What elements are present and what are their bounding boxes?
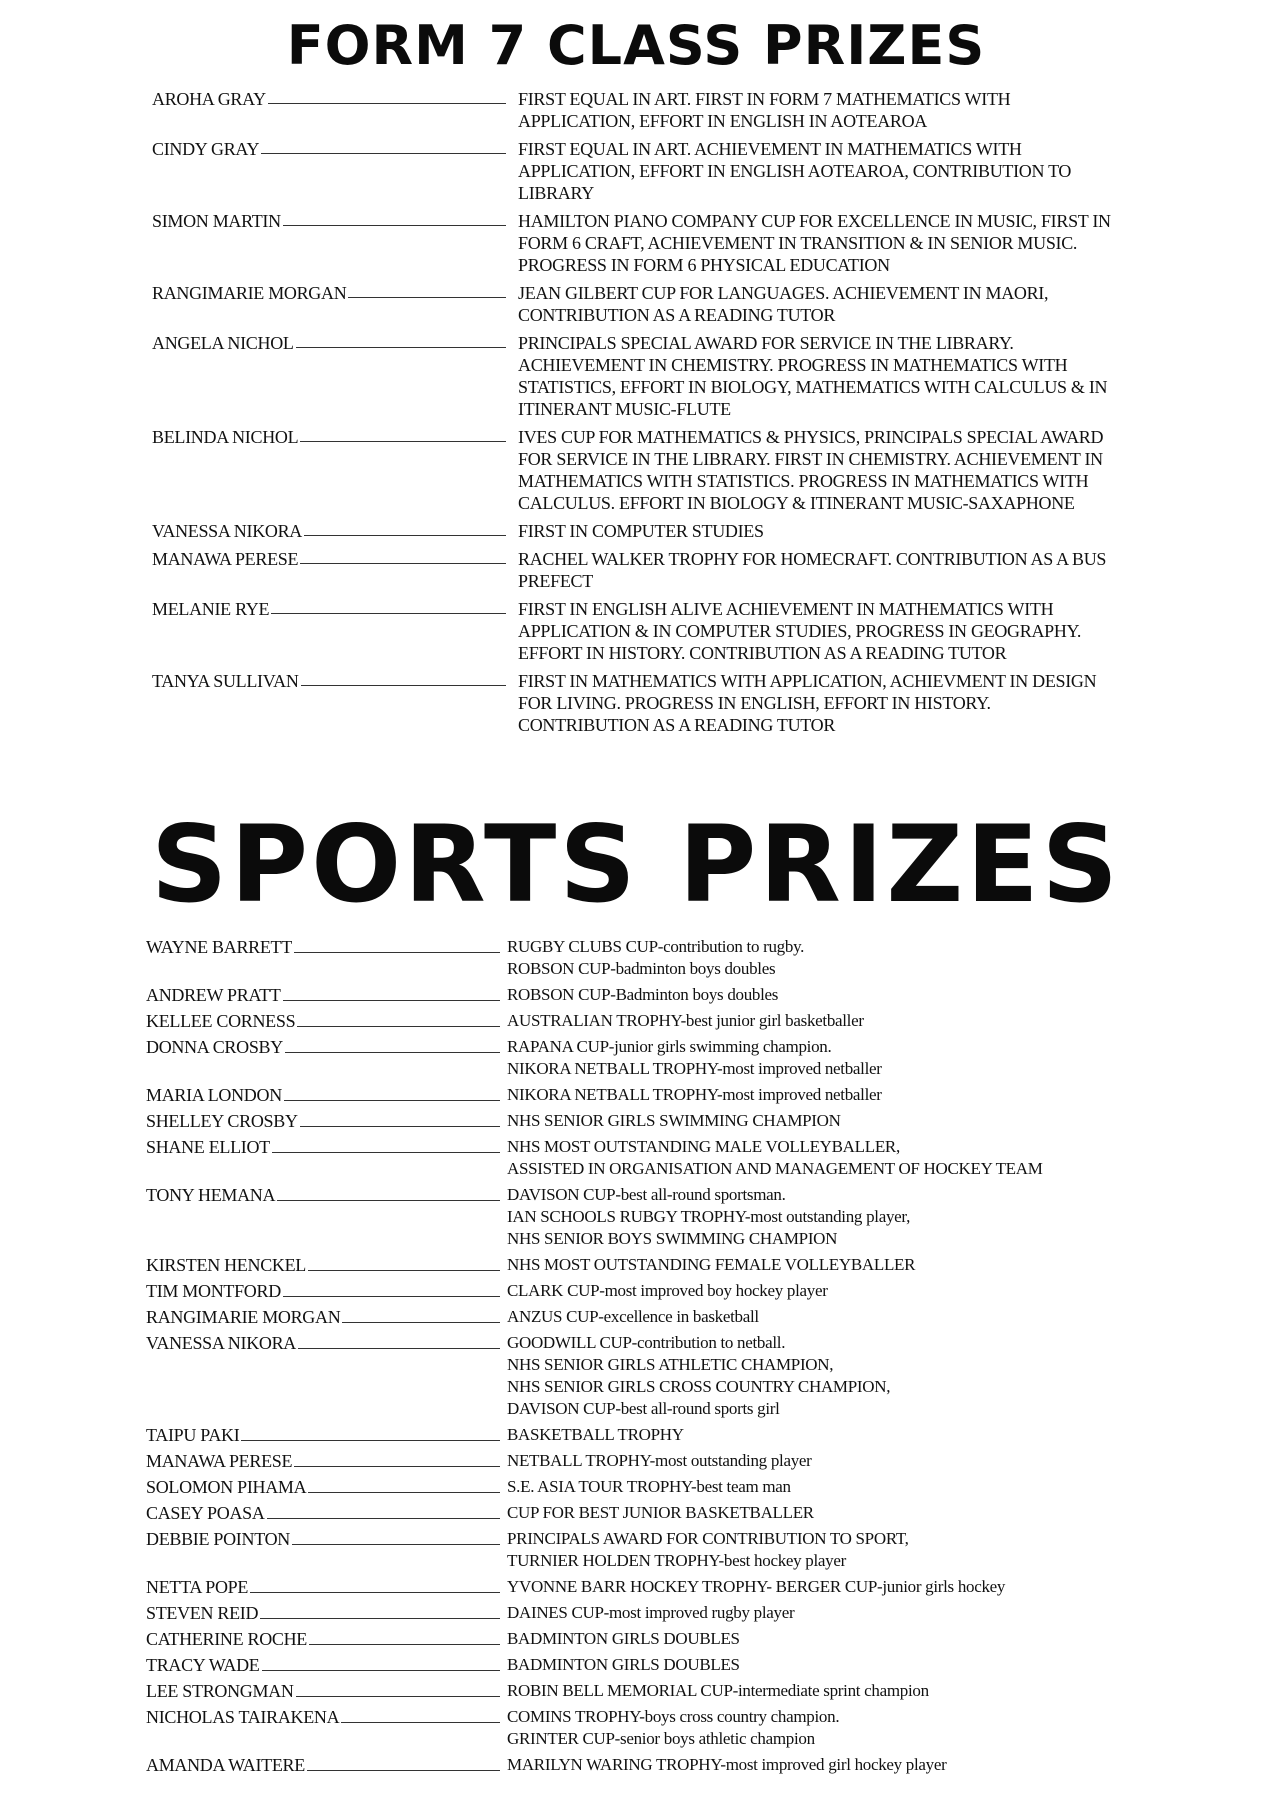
prize-description-line: BASKETBALL TROPHY [507,1425,684,1444]
prize-description-line: RACHEL WALKER TROPHY FOR HOMECRAFT. CONTRIBUTION AS A BUS [518,549,1107,569]
prize-description [507,1754,1186,1776]
recipient-column [146,1306,504,1328]
prize-entry [146,1628,1186,1650]
prize-description-line: CALCULUS. EFFORT IN BIOLOGY & ITINERANT MUSIC-SAXAPHONE [518,493,1075,513]
prize-description [507,1654,1186,1676]
recipient-column [152,426,510,448]
prize-description-line: AUSTRALIAN TROPHY-best junior girl basketballer [507,1011,864,1030]
prize-description-line: IVES CUP FOR MATHEMATICS & PHYSICS, PRINCIPALS SPECIAL AWARD [518,427,1104,447]
prize-description-line: NHS SENIOR BOYS SWIMMING CHAMPION [507,1229,838,1248]
recipient-column [146,1602,504,1624]
prize-description-line: MARILYN WARING TROPHY-most improved girl hockey player [507,1755,947,1774]
prize-description [518,282,1188,326]
prize-description [518,88,1188,132]
recipient-name: SOLOMON PIHAMA [146,1477,307,1497]
prize-description-line: NHS MOST OUTSTANDING MALE VOLLEYBALLER, [507,1137,900,1156]
recipient-name: TIM MONTFORD [146,1281,281,1301]
prize-entry [152,426,1192,514]
leader-line [283,225,506,226]
recipient-name: RANGIMARIE MORGAN [152,283,347,303]
prize-description-line: ROBSON CUP-badminton boys doubles [507,959,776,978]
prize-description-line: NHS SENIOR GIRLS SWIMMING CHAMPION [507,1111,841,1130]
recipient-column [146,1706,504,1728]
leader-line [307,1770,500,1771]
prize-entry [146,984,1186,1006]
recipient-column [146,1450,504,1472]
leader-line [301,685,506,686]
recipient-column [146,1036,504,1058]
recipient-name: TAIPU PAKI [146,1425,240,1445]
prize-description [518,210,1188,276]
recipient-name: DEBBIE POINTON [146,1529,290,1549]
recipient-column [146,1754,504,1776]
recipient-column [152,670,510,692]
prize-description-line: IAN SCHOOLS RUBGY TROPHY-most outstanding player, [507,1207,911,1226]
prize-description-line: PREFECT [518,571,593,591]
prize-entry [146,1476,1186,1498]
recipient-name: BELINDA NICHOL [152,427,299,447]
leader-line [300,563,506,564]
recipient-column [152,548,510,570]
prize-entry [152,520,1192,542]
prize-entry [152,88,1192,132]
prize-entry [146,1306,1186,1328]
recipient-name: SHELLEY CROSBY [146,1111,298,1131]
prize-description [518,548,1188,592]
recipient-column [152,282,510,304]
prize-description [507,1706,1186,1750]
recipient-name: SHANE ELLIOT [146,1137,270,1157]
prize-entry [146,1280,1186,1302]
leader-line [342,1322,500,1323]
prize-description [507,1680,1186,1702]
recipient-column [152,210,510,232]
prize-entry [146,936,1186,980]
prize-description-line: PRINCIPALS SPECIAL AWARD FOR SERVICE IN THE LIBRARY. [518,333,1014,353]
recipient-column [146,1084,504,1106]
prize-entry [146,1602,1186,1624]
recipient-name: DONNA CROSBY [146,1037,283,1057]
leader-line [271,613,506,614]
prize-description-line: NHS SENIOR GIRLS CROSS COUNTRY CHAMPION, [507,1377,891,1396]
prize-entry [152,210,1192,276]
leader-line [261,153,506,154]
prize-entry [146,1332,1186,1420]
prize-description-line: ITINERANT MUSIC-FLUTE [518,399,731,419]
sports-prize-list [146,936,1186,1780]
prize-entry [146,1450,1186,1472]
prize-entry [146,1136,1186,1180]
prize-description [507,1184,1186,1250]
prize-description-line: CONTRIBUTION AS A READING TUTOR [518,715,836,735]
recipient-column [146,1332,504,1354]
prize-description-line: HAMILTON PIANO COMPANY CUP FOR EXCELLENCE IN MUSIC, FIRST IN [518,211,1111,231]
leader-line [296,347,506,348]
recipient-column [146,1654,504,1676]
leader-line [272,1152,500,1153]
prize-description [507,1450,1186,1472]
prize-entry [146,1576,1186,1598]
prize-description [507,1110,1186,1132]
prize-description-line: COMINS TROPHY-boys cross country champion. [507,1707,840,1726]
prize-description [507,1332,1186,1420]
leader-line [283,1296,500,1297]
prize-description-line: JEAN GILBERT CUP FOR LANGUAGES. ACHIEVEMENT IN MAORI, [518,283,1049,303]
prize-description-line: TURNIER HOLDEN TROPHY-best hockey player [507,1551,846,1570]
recipient-column [152,88,510,110]
prize-entry [146,1424,1186,1446]
prize-entry [146,1184,1186,1250]
leader-line [341,1722,500,1723]
prize-entry [152,138,1192,204]
recipient-name: MANAWA PERESE [152,549,299,569]
prize-description-line: ANZUS CUP-excellence in basketball [507,1307,759,1326]
recipient-name: STEVEN REID [146,1603,259,1623]
recipient-column [146,1528,504,1550]
leader-line [304,535,506,536]
prize-description [518,138,1188,204]
recipient-column [146,1280,504,1302]
leader-line [284,1100,500,1101]
prize-description [518,520,1188,542]
prize-entry [146,1502,1186,1524]
prize-description [518,426,1188,514]
recipient-name: LEE STRONGMAN [146,1681,294,1701]
prize-description-line: BADMINTON GIRLS DOUBLES [507,1655,740,1674]
prize-entry [152,332,1192,420]
prize-description-line: YVONNE BARR HOCKEY TROPHY- BERGER CUP-junior girls hockey [507,1577,1006,1596]
leader-line [296,1696,500,1697]
prize-entry [146,1680,1186,1702]
recipient-name: AROHA GRAY [152,89,266,109]
prize-description-line: PRINCIPALS AWARD FOR CONTRIBUTION TO SPORT, [507,1529,909,1548]
leader-line [308,1270,500,1271]
prize-description-line: FIRST IN MATHEMATICS WITH APPLICATION, ACHIEVMENT IN DESIGN [518,671,1097,691]
prize-description-line: ACHIEVEMENT IN CHEMISTRY. PROGRESS IN MATHEMATICS WITH [518,355,1068,375]
prize-description-line: DAVISON CUP-best all-round sportsman. [507,1185,786,1204]
prize-entry [146,1254,1186,1276]
recipient-name: VANESSA NIKORA [152,521,302,541]
leader-line [308,1492,500,1493]
prize-description-line: NETBALL TROPHY-most outstanding player [507,1451,812,1470]
prize-description [507,1036,1186,1080]
prize-description-line: NIKORA NETBALL TROPHY-most improved netballer [507,1059,882,1078]
leader-line [300,1126,500,1127]
recipient-name: KIRSTEN HENCKEL [146,1255,306,1275]
prize-description-line: DAINES CUP-most improved rugby player [507,1603,795,1622]
recipient-column [146,1110,504,1132]
leader-line [348,297,506,298]
recipient-name: TANYA SULLIVAN [152,671,299,691]
recipient-column [152,332,510,354]
leader-line [294,952,500,953]
prize-description-line: EFFORT IN HISTORY. CONTRIBUTION AS A READING TUTOR [518,643,1007,663]
recipient-column [146,1680,504,1702]
prize-description [507,1628,1186,1650]
prize-entry [146,1010,1186,1032]
prize-entry [146,1084,1186,1106]
recipient-name: ANGELA NICHOL [152,333,294,353]
recipient-column [152,138,510,160]
prize-description [507,936,1186,980]
prize-description-line: DAVISON CUP-best all-round sports girl [507,1399,780,1418]
leader-line [268,103,506,104]
recipient-name: NETTA POPE [146,1577,249,1597]
recipient-name: AMANDA WAITERE [146,1755,305,1775]
recipient-name: CASEY POASA [146,1503,265,1523]
recipient-name: WAYNE BARRETT [146,937,292,957]
prize-description-line: ROBIN BELL MEMORIAL CUP-intermediate sprint champion [507,1681,929,1700]
prize-description [518,598,1188,664]
prize-entry [152,548,1192,592]
prize-description-line: CLARK CUP-most improved boy hockey player [507,1281,828,1300]
prize-entry [146,1528,1186,1572]
recipient-column [152,598,510,620]
prize-description-line: NHS SENIOR GIRLS ATHLETIC CHAMPION, [507,1355,834,1374]
recipient-column [146,1628,504,1650]
form7-prize-list [152,88,1192,742]
prize-description-line: BADMINTON GIRLS DOUBLES [507,1629,740,1648]
sports-prizes-heading: SPORTS PRIZES [151,803,1121,926]
recipient-column [146,984,504,1006]
prize-description [507,1084,1186,1106]
prize-description [507,1424,1186,1446]
leader-line [300,441,506,442]
recipient-column [152,520,510,542]
recipient-name: SIMON MARTIN [152,211,281,231]
prize-description [507,1576,1186,1598]
leader-line [309,1644,500,1645]
leader-line [298,1348,500,1349]
prize-description [507,1306,1186,1328]
prize-description [507,1136,1186,1180]
prize-description-line: APPLICATION, EFFORT IN ENGLISH IN AOTEAROA [518,111,927,131]
prize-description-line: ROBSON CUP-Badminton boys doubles [507,985,779,1004]
prize-description-line: STATISTICS, EFFORT IN BIOLOGY, MATHEMATICS WITH CALCULUS & IN [518,377,1108,397]
recipient-column [146,1424,504,1446]
prize-description-line: FIRST EQUAL IN ART. ACHIEVEMENT IN MATHEMATICS WITH [518,139,1022,159]
prize-description [507,1010,1186,1032]
recipient-name: CINDY GRAY [152,139,260,159]
recipient-name: MANAWA PERESE [146,1451,293,1471]
prize-description [507,984,1186,1006]
prize-description-line: NIKORA NETBALL TROPHY-most improved netballer [507,1085,882,1104]
recipient-name: MARIA LONDON [146,1085,282,1105]
prize-description-line: PROGRESS IN FORM 6 PHYSICAL EDUCATION [518,255,890,275]
prize-entry [146,1110,1186,1132]
prize-description [518,670,1188,736]
recipient-name: TRACY WADE [146,1655,260,1675]
prize-description [507,1502,1186,1524]
prize-description-line: CONTRIBUTION AS A READING TUTOR [518,305,836,325]
recipient-column [146,1476,504,1498]
recipient-column [146,1254,504,1276]
recipient-column [146,1136,504,1158]
prize-description-line: FIRST IN ENGLISH ALIVE ACHIEVEMENT IN MATHEMATICS WITH [518,599,1054,619]
recipient-name: KELLEE CORNESS [146,1011,296,1031]
prize-description-line: NHS MOST OUTSTANDING FEMALE VOLLEYBALLER [507,1255,916,1274]
leader-line [250,1592,500,1593]
prize-description-line: CUP FOR BEST JUNIOR BASKETBALLER [507,1503,814,1522]
recipient-column [146,1576,504,1598]
prize-description-line: FOR SERVICE IN THE LIBRARY. FIRST IN CHEMISTRY. ACHIEVEMENT IN [518,449,1103,469]
recipient-column [146,1184,504,1206]
prize-description-line: ASSISTED IN ORGANISATION AND MANAGEMENT OF HOCKEY TEAM [507,1159,1043,1178]
prize-description-line: FIRST EQUAL IN ART. FIRST IN FORM 7 MATHEMATICS WITH [518,89,1011,109]
leader-line [292,1544,500,1545]
prize-description-line: FIRST IN COMPUTER STUDIES [518,521,764,541]
prize-description [507,1254,1186,1276]
leader-line [241,1440,500,1441]
recipient-column [146,1010,504,1032]
prize-description [518,332,1188,420]
prize-description-line: GOODWILL CUP-contribution to netball. [507,1333,786,1352]
prize-description-line: FORM 6 CRAFT, ACHIEVEMENT IN TRANSITION & IN SENIOR MUSIC. [518,233,1078,253]
leader-line [260,1618,500,1619]
leader-line [283,1000,500,1001]
prize-entry [152,670,1192,736]
prize-description-line: RUGBY CLUBS CUP-contribution to rugby. [507,937,805,956]
recipient-column [146,1502,504,1524]
prize-description-line: APPLICATION & IN COMPUTER STUDIES, PROGRESS IN GEOGRAPHY. [518,621,1082,641]
prize-entry [146,1036,1186,1080]
prize-description-line: GRINTER CUP-senior boys athletic champion [507,1729,815,1748]
prize-description-line: MATHEMATICS WITH STATISTICS. PROGRESS IN MATHEMATICS WITH [518,471,1089,491]
prize-description-line: FOR LIVING. PROGRESS IN ENGLISH, EFFORT IN HISTORY. [518,693,991,713]
recipient-name: ANDREW PRATT [146,985,281,1005]
prize-entry [152,598,1192,664]
prize-description-line: APPLICATION, EFFORT IN ENGLISH AOTEAROA, CONTRIBUTION TO [518,161,1072,181]
prize-description [507,1280,1186,1302]
recipient-name: VANESSA NIKORA [146,1333,296,1353]
recipient-column [146,936,504,958]
leader-line [297,1026,500,1027]
form7-class-prizes-heading: FORM 7 CLASS PRIZES [286,14,986,77]
recipient-name: NICHOLAS TAIRAKENA [146,1707,340,1727]
leader-line [262,1670,501,1671]
prize-entry [152,282,1192,326]
prize-description-line: LIBRARY [518,183,594,203]
prize-entry [146,1754,1186,1776]
recipient-name: MELANIE RYE [152,599,270,619]
leader-line [267,1518,500,1519]
prize-description [507,1602,1186,1624]
prize-description-line: RAPANA CUP-junior girls swimming champion. [507,1037,832,1056]
prize-entry [146,1706,1186,1750]
leader-line [285,1052,500,1053]
prize-description [507,1528,1186,1572]
prize-entry [146,1654,1186,1676]
leader-line [277,1200,500,1201]
prize-description-line: S.E. ASIA TOUR TROPHY-best team man [507,1477,791,1496]
recipient-name: RANGIMARIE MORGAN [146,1307,341,1327]
recipient-name: CATHERINE ROCHE [146,1629,307,1649]
leader-line [294,1466,500,1467]
prize-description [507,1476,1186,1498]
recipient-name: TONY HEMANA [146,1185,276,1205]
